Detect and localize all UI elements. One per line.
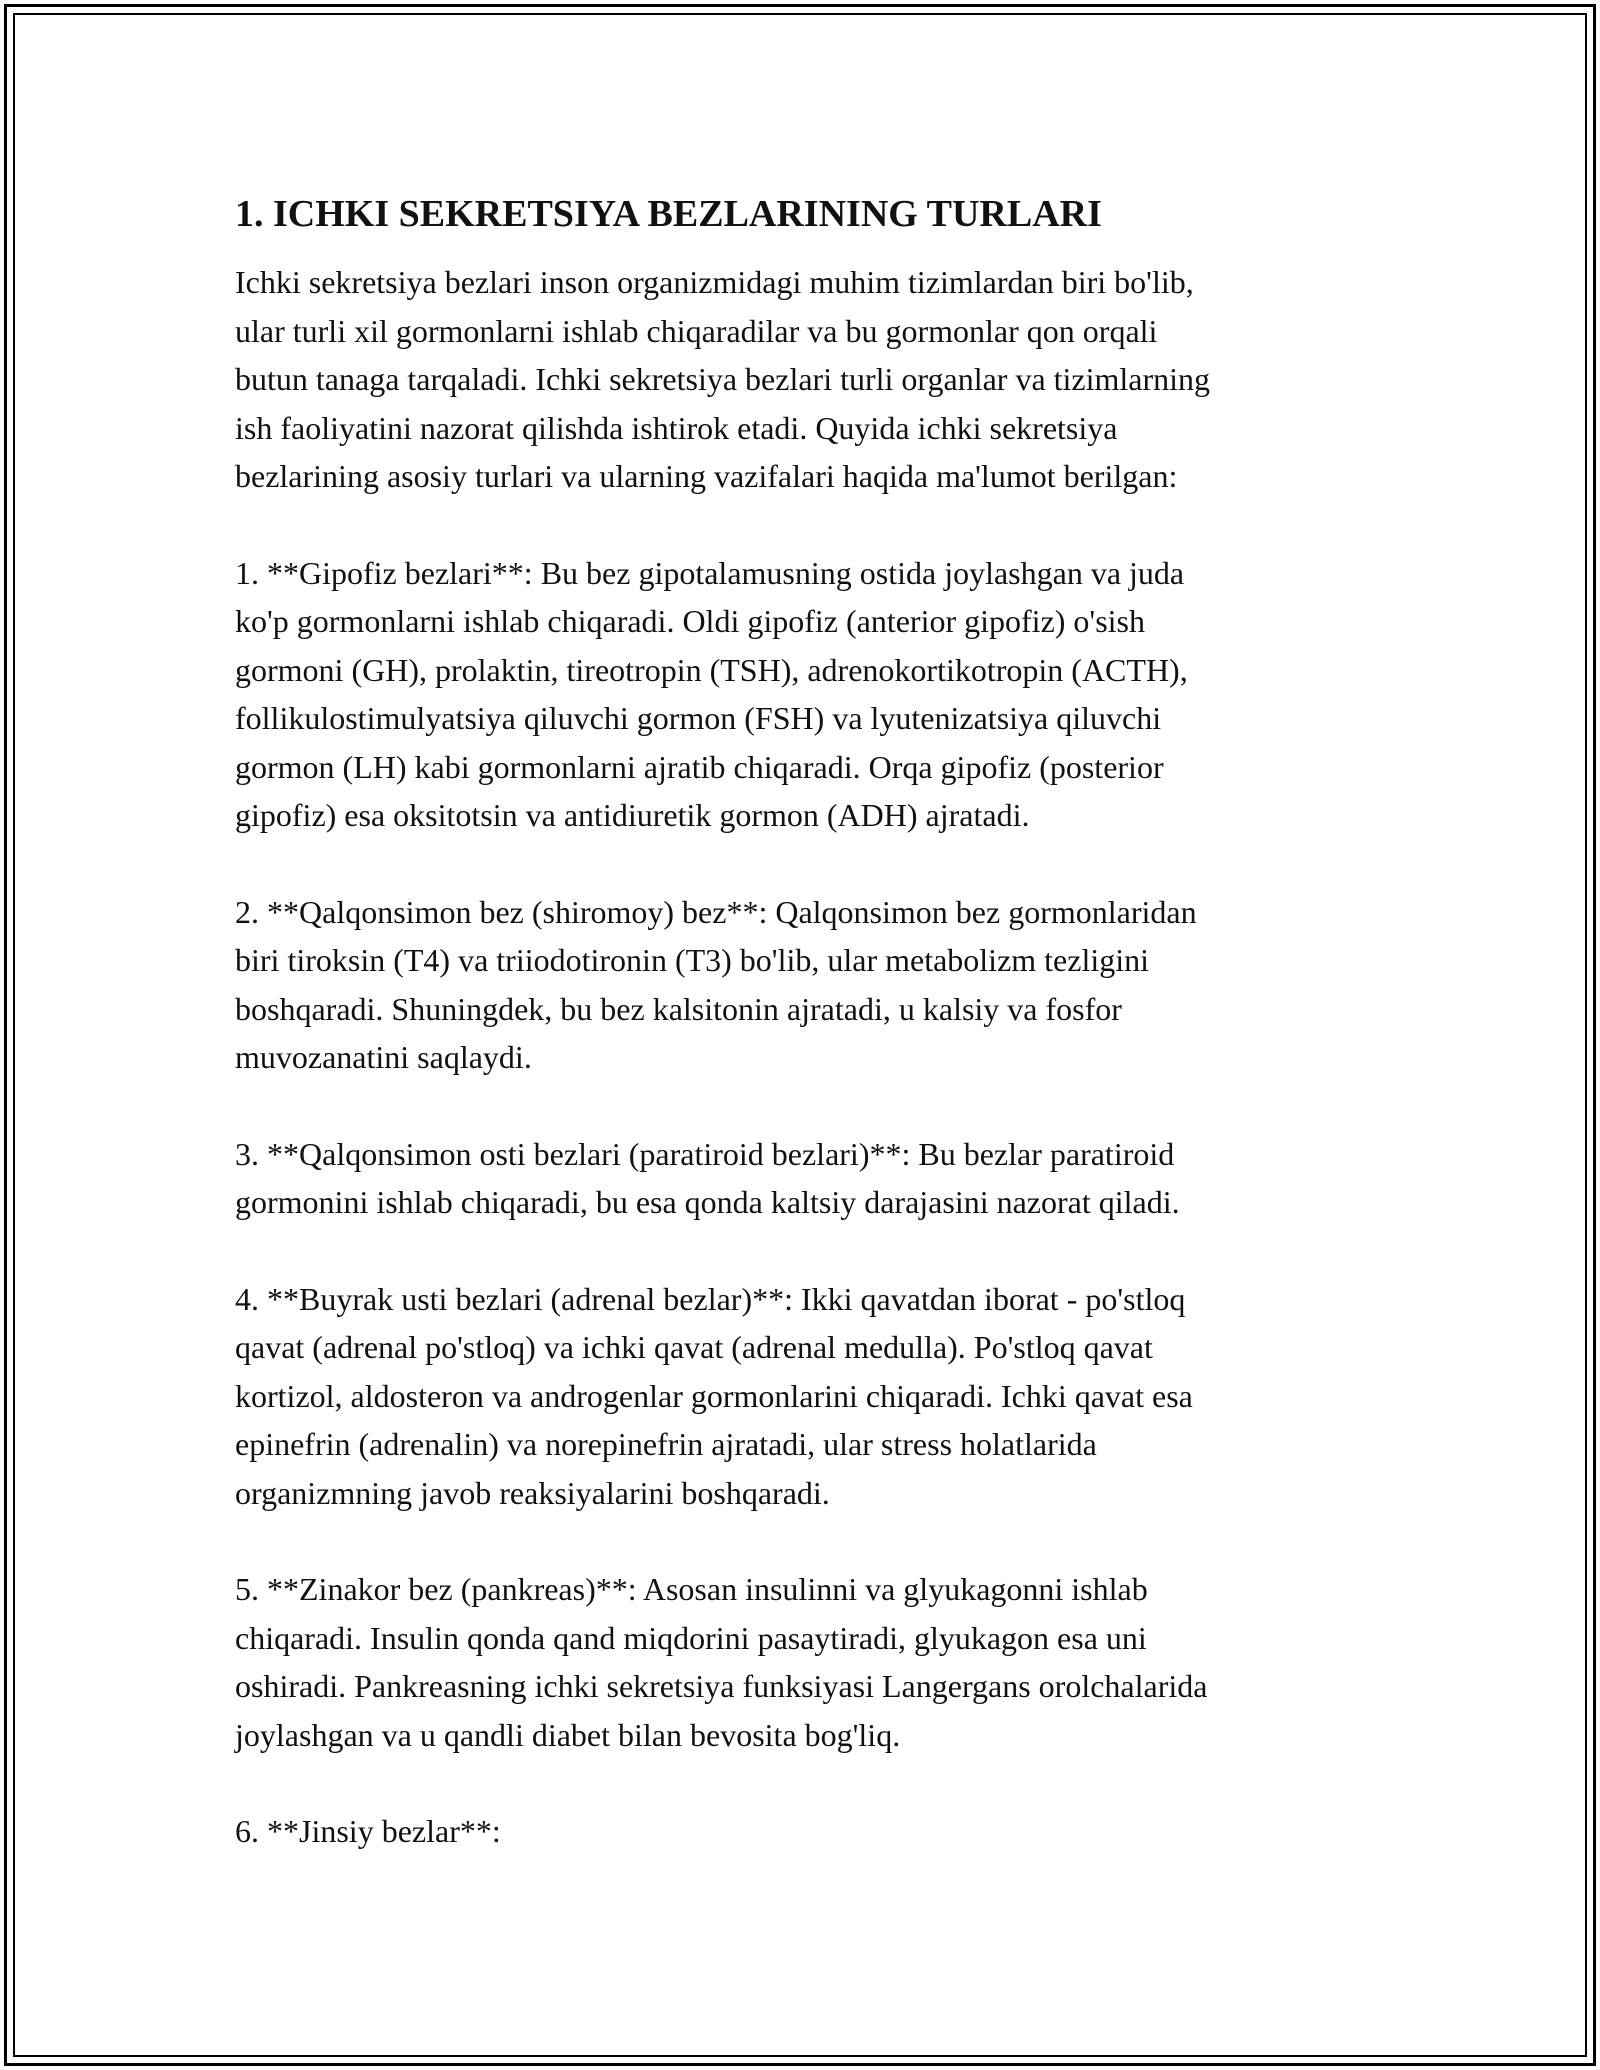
document-heading: 1. ICHKI SEKRETSIYA BEZLARINING TURLARI — [235, 193, 1102, 235]
intro-paragraph: Ichki sekretsiya bezlari inson organizmidagi muhim tizimlardan biri bo'lib, ular turli xil gormonlarni ishlab chiqaradilar va bu gormonlar qon orqali butun tanaga tarqaladi. Ichki sekretsiya bezlari turli organlar va tizimlarning ish faoliyatini nazorat qilishda ishtirok etadi. Quyida ichki sekretsiya bezlarining asosiy turlari va ularning vazifalari haqida ma'lumot berilgan: — [235, 264, 1211, 494]
document-body — [235, 188, 1385, 1904]
paragraph-paratiroid: 3. **Qalqonsimon osti bezlari (paratiroid bezlari)**: Bu bezlar paratiroid gormonini ishlab chiqaradi, bu esa qonda kaltsiy darajasini nazorat qiladi. — [235, 1135, 1180, 1220]
paragraph-qalqonsimon: 2. **Qalqonsimon bez (shiromoy) bez**: Qalqonsimon bez gormonlaridan biri tiroksin (T4) va triiodotironin (T3) bo'lib, ular metabolizm tezligini boshqaradi. Shuningdek, bu bez kalsitonin ajratadi, u kalsiy va fosfor muvozanatini saqlaydi. — [235, 893, 1197, 1075]
paragraph-pankreas: 5. **Zinakor bez (pankreas)**: Asosan insulinni va glyukagonni ishlab chiqaradi. Insulin qonda qand miqdorini pasaytiradi, glyukagon esa uni oshiradi. Pankreasning ichki sekretsiya funksiyasi Langergans orolchalarida joylashgan va u qandli diabet bilan bevosita bog'liq. — [235, 1571, 1208, 1753]
paragraph-gipofiz: 1. **Gipofiz bezlari**: Bu bez gipotalamusning ostida joylashgan va juda ko'p gormonlarni ishlab chiqaradi. Oldi gipofiz (anterior gipofiz) o'sish gormoni (GH), prolaktin, tireotropin (TSH), adrenokortikotropin (ACTH), follikulostimulyatsiya qiluvchi gormon (FSH) va lyutenizatsiya qiluvchi gormon (LH) kabi gormonlarni ajratib chiqaradi. Orqa gipofiz (posterior gipofiz) esa oksitotsin va antidiuretik gormon (ADH) ajratadi. — [235, 554, 1188, 833]
paragraph-buyrak-usti: 4. **Buyrak usti bezlari (adrenal bezlar)**: Ikki qavatdan iborat - po'stloq qavat (adrenal po'stloq) va ichki qavat (adrenal medulla). Po'stloq qavat kortizol, aldosteron va androgenlar gormonlarini chiqaradi. Ichki qavat esa epinefrin (adrenalin) va norepinefrin ajratadi, ular stress holatlarida organizmning javob reaksiyalarini boshqaradi. — [235, 1280, 1193, 1511]
paragraph-jinsiy: 6. **Jinsiy bezlar**: — [235, 1813, 501, 1849]
